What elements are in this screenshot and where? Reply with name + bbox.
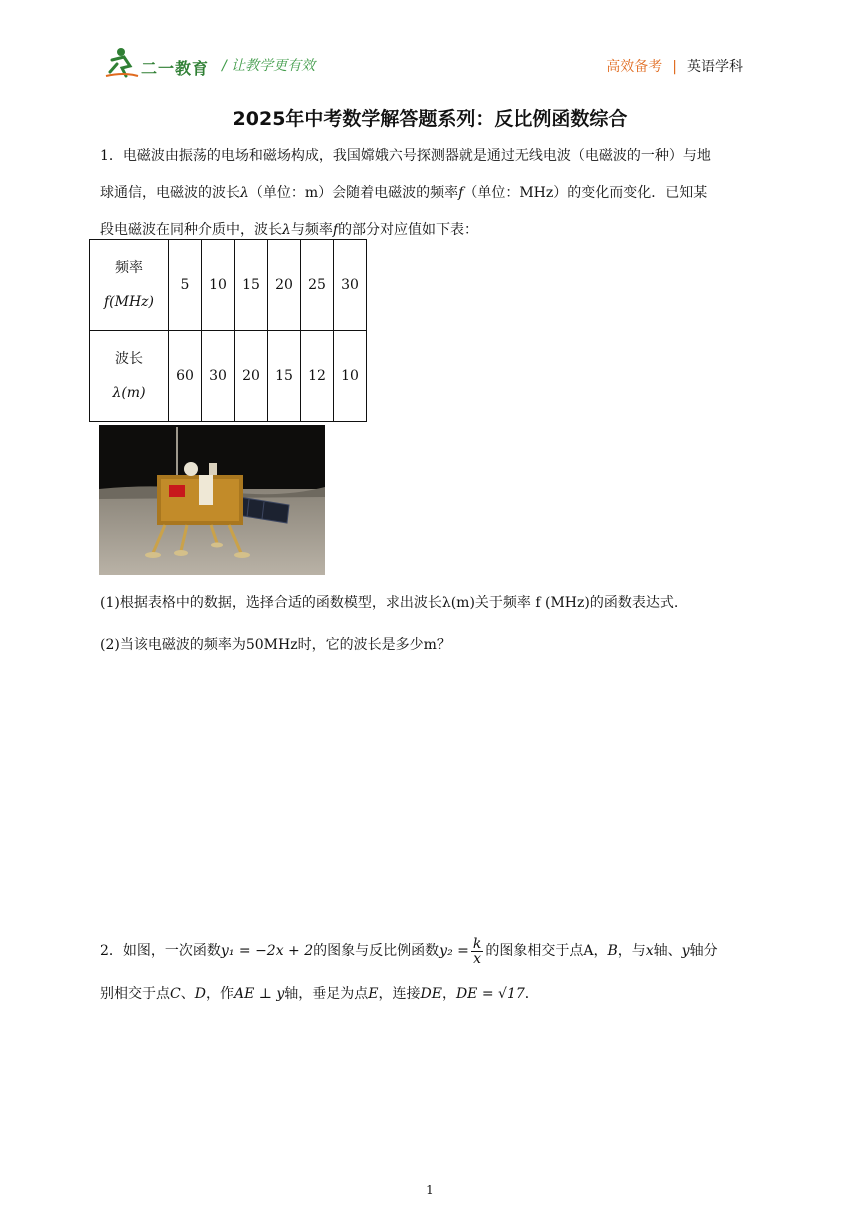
table-cell: 20 <box>235 331 268 422</box>
table-cell: 15 <box>268 331 301 422</box>
question-2-text <box>100 933 765 1013</box>
table-row <box>90 240 367 331</box>
table-cell: 30 <box>202 331 235 422</box>
fraction-k-over-x: $\frac{k}{x}$ <box>472 935 482 967</box>
table-row <box>90 331 367 422</box>
table-cell: 15 <box>235 240 268 331</box>
q1-line-2: 球通信，电磁波的波长λ（单位：m）会随着电磁波的频率f（单位：MHz）的变化而变化．已知某 <box>100 185 708 201</box>
table-cell: 12 <box>301 331 334 422</box>
row-header-wavelength: 波长 λ(m) <box>90 331 169 422</box>
tag-right: 英语学科 <box>687 59 743 75</box>
q1-line-1: 1．电磁波由振荡的电场和磁场构成，我国嫦娥六号探测器就是通过无线电波（电磁波的一种）与地 <box>100 148 711 164</box>
q1-sub-2: (2)当该电磁波的频率为50MHz时，它的波长是多少m？ <box>100 637 451 653</box>
lunar-lander-photo <box>99 425 325 575</box>
q2-line-2: 别相交于点C、D，作AE ⊥ y轴，垂足为点E，连接DE，DE = √17． <box>100 986 539 1002</box>
table-cell: 25 <box>301 240 334 331</box>
table-cell: 10 <box>334 331 367 422</box>
logo-text: 二一教育 <box>141 59 210 78</box>
page-header <box>0 0 860 90</box>
question-1-text <box>100 138 765 249</box>
table-cell: 30 <box>334 240 367 331</box>
q2-line-1: 2．如图，一次函数y₁ = −2x + 2的图象与反比例函数y₂ = $\frac{k}{x}$ 的图象相交于点A，B，与x轴、y轴分 <box>100 935 718 967</box>
slogan: / 让教学更有效 <box>222 58 316 74</box>
page-number: 1 <box>426 1183 434 1197</box>
tag-separator: | <box>672 59 677 75</box>
q1-sub-1: (1)根据表格中的数据，选择合适的函数模型，求出波长λ(m)关于频率 f (MHz)的函数表达式. <box>100 595 679 611</box>
q1-line-3: 段电磁波在同种介质中，波长λ与频率f的部分对应值如下表： <box>100 222 479 238</box>
row-header-frequency: 频率 f(MHz) <box>90 240 169 331</box>
table-cell: 10 <box>202 240 235 331</box>
tag-left: 高效备考 <box>606 59 663 75</box>
subject-tag <box>606 56 743 76</box>
table-cell: 20 <box>268 240 301 331</box>
frequency-wavelength-table <box>89 239 367 422</box>
table-cell: 5 <box>169 240 202 331</box>
page-title: 2025年中考数学解答题系列：反比例函数综合 <box>232 108 628 130</box>
table-cell: 60 <box>169 331 202 422</box>
